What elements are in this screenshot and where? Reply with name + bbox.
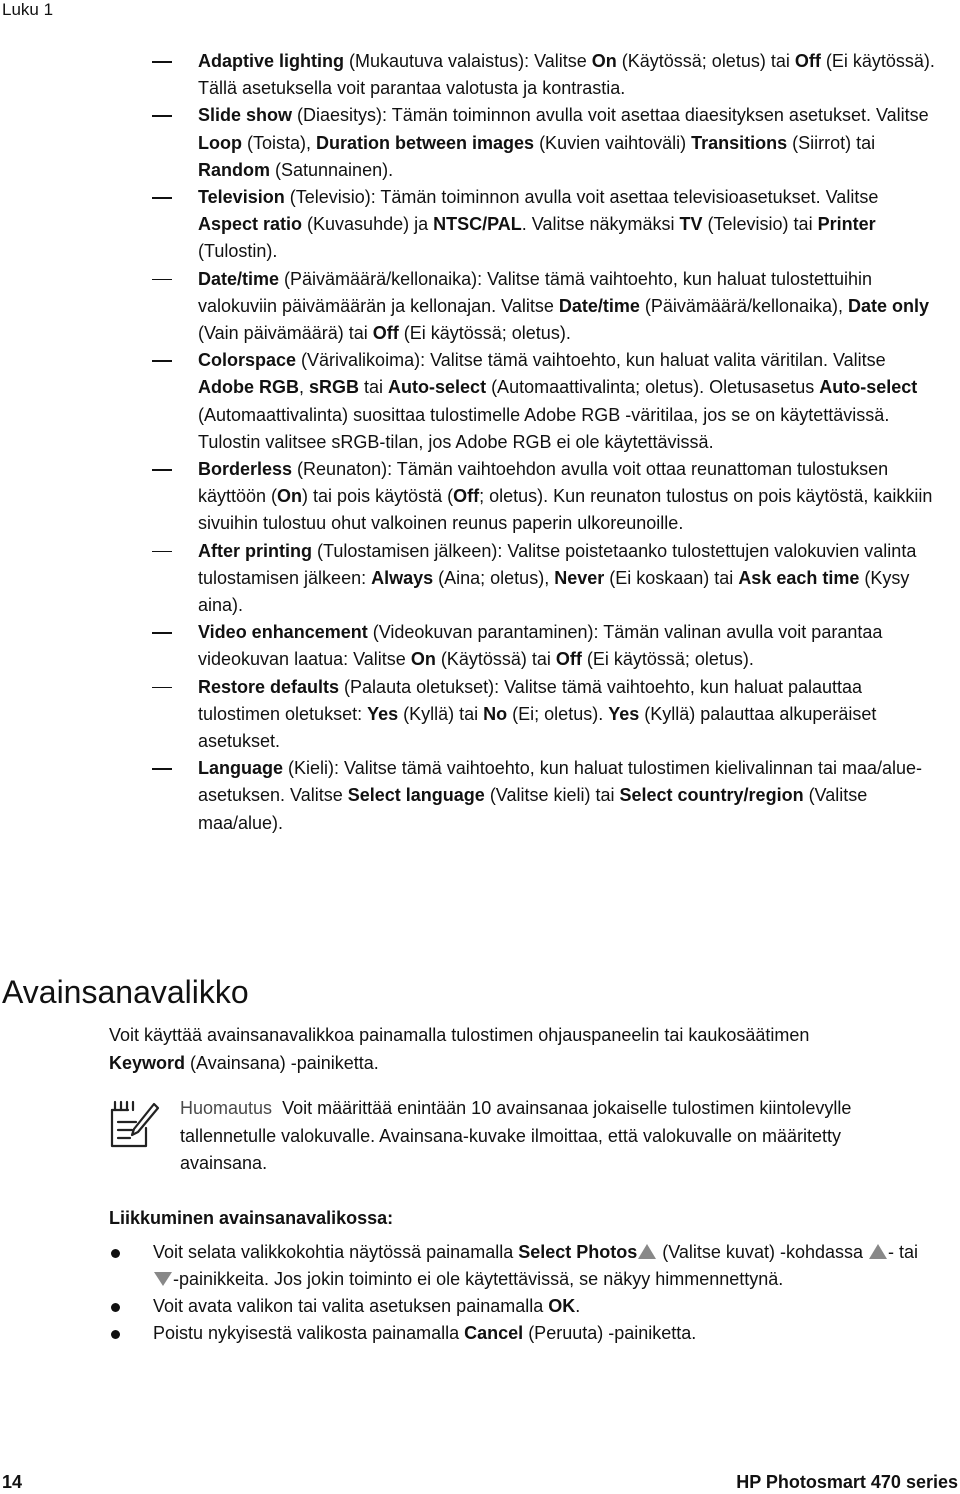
list-item: Slide show (Diaesitys): Tämän toiminnon avulla voit asettaa diaesityksen asetukset. Valitse Loop (Toista), Duration between images (Kuvien vaihtoväli) Transitions (Siirrot) tai Random (Satunnainen). (152, 102, 942, 184)
dash-bullet (152, 551, 172, 553)
dash-bullet (152, 768, 172, 770)
triangle-down-icon (153, 1270, 173, 1287)
settings-list (152, 48, 942, 837)
list-item: Borderless (Reunaton): Tämän vaihtoehdon avulla voit ottaa reunattoman tulostuksen käyttöön (On) tai pois käytöstä (Off; oletus). Kun reunaton tulostus on pois käytöstä, kaikkiin sivuihin tulostuu ohut valkoinen reunus paperin ulkoreunoille. (152, 456, 942, 538)
list-item: Voit avata valikon tai valita asetuksen painamalla OK. (110, 1293, 930, 1320)
bullet-dot (111, 1303, 120, 1312)
triangle-up-icon (868, 1243, 888, 1260)
chapter-label: Luku 1 (2, 0, 54, 19)
list-item: Colorspace (Värivalikoima): Valitse tämä vaihtoehto, kun haluat valita väritilan. Valitse Adobe RGB, sRGB tai Auto-select (Automaattivalinta; oletus). Oletusasetus Auto-select (Automaattivalinta) suosittaa tulostimelle Adobe RGB -väritilaa, jos se on käytettävissä. Tulostin valitsee sRGB-tilan, jos Adobe RGB ei ole käytettävissä. (152, 347, 942, 456)
dash-bullet (152, 61, 172, 63)
note-text: Huomautus Voit määrittää enintään 10 avainsanaa jokaiselle tulostimen kiintolevylle tallennetulle valokuvalle. Avainsana-kuvake ilmoittaa, että valokuvalle on määritetty avainsana. (180, 1098, 852, 1173)
dash-bullet (152, 279, 172, 281)
triangle-up-icon (637, 1243, 657, 1260)
dash-bullet (152, 197, 172, 199)
section-intro: Voit käyttää avainsanavalikkoa painamalla tulostimen ohjauspaneelin tai kaukosäätimen Keyword (Avainsana) -painiketta. (109, 1025, 810, 1073)
list-item: Language (Kieli): Valitse tämä vaihtoehto, kun haluat tulostimen kielivalinnan tai maa/alue-asetuksen. Valitse Select language (Valitse kieli) tai Select country/region (Valitse maa/alue). (152, 755, 942, 837)
list-item: After printing (Tulostamisen jälkeen): Valitse poistetaanko tulostettujen valokuvien valinta tulostamisen jälkeen: Always (Aina; oletus), Never (Ei koskaan) tai Ask each time (Kysy aina). (152, 538, 942, 620)
list-item: Poistu nykyisestä valikosta painamalla Cancel (Peruuta) -painiketta. (110, 1320, 930, 1347)
dash-bullet (152, 469, 172, 471)
list-item: Video enhancement (Videokuvan parantaminen): Tämän valinan avulla voit parantaa videokuvan laatua: Valitse On (Käytössä) tai Off (Ei käytössä; oletus). (152, 619, 942, 673)
dash-bullet (152, 632, 172, 634)
list-item: Date/time (Päivämäärä/kellonaika): Valitse tämä vaihtoehto, kun haluat tulostettuihin valokuviin päivämäärän ja kellonajan. Valitse Date/time (Päivämäärä/kellonaika), Date only (Vain päivämäärä) tai Off (Ei käytössä; oletus). (152, 266, 942, 348)
navigation-list (110, 1239, 930, 1347)
list-item: Voit selata valikkokohtia näytössä painamalla Select Photos (Valitse kuvat) -kohdassa - tai -painikkeita. Jos jokin toiminto ei ole käytettävissä, se näkyy himmennettynä. (110, 1239, 930, 1293)
bullet-dot (111, 1249, 120, 1258)
list-item: Television (Televisio): Tämän toiminnon avulla voit asettaa televisioasetukset. Valitse Aspect ratio (Kuvasuhde) ja NTSC/PAL. Valitse näkymäksi TV (Televisio) tai Printer (Tulostin). (152, 184, 942, 266)
navigation-heading: Liikkuminen avainsanavalikossa: (109, 1208, 394, 1228)
dash-bullet (152, 115, 172, 117)
dash-bullet (152, 360, 172, 362)
dash-bullet (152, 687, 172, 689)
page-number: 14 (2, 1472, 23, 1492)
note-label: Huomautus (180, 1098, 273, 1118)
bullet-dot (111, 1330, 120, 1339)
note-pencil-icon (106, 1098, 160, 1150)
list-item: Adaptive lighting (Mukautuva valaistus): Valitse On (Käytössä; oletus) tai Off (Ei käytössä). Tällä asetuksella voit parantaa valotusta ja kontrastia. (152, 48, 942, 102)
list-item: Restore defaults (Palauta oletukset): Valitse tämä vaihtoehto, kun haluat palauttaa tulostimen oletukset: Yes (Kyllä) tai No (Ei; oletus). Yes (Kyllä) palauttaa alkuperäiset asetukset. (152, 674, 942, 756)
product-name: HP Photosmart 470 series (736, 1472, 958, 1492)
section-title: Avainsanavalikko (2, 974, 249, 1010)
